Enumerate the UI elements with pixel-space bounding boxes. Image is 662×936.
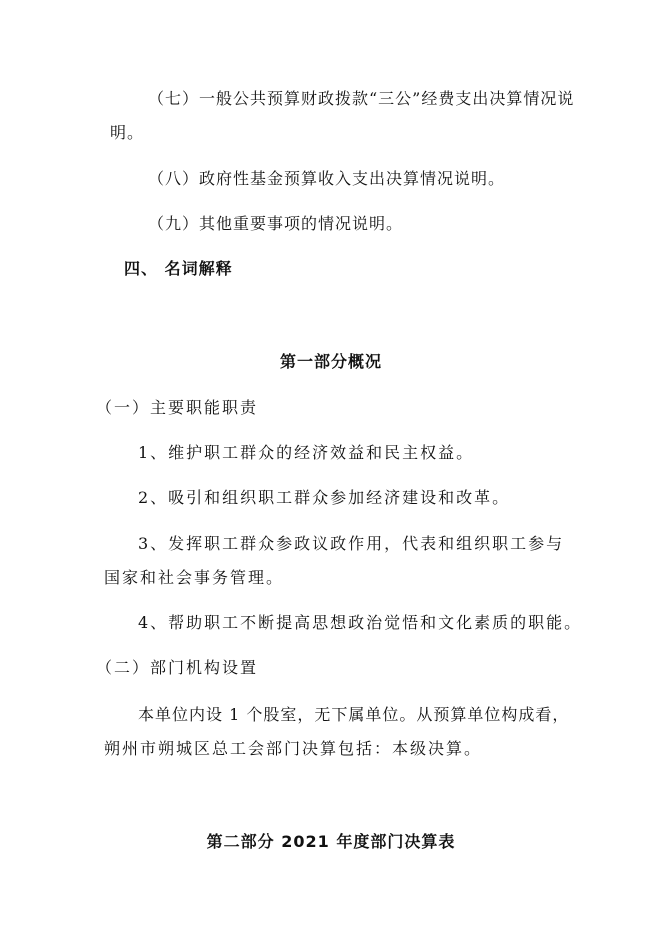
outline-item-9: （九）其他重要事项的情况说明。	[148, 214, 404, 233]
duty-3-line2: 国家和社会事务管理。	[104, 568, 285, 587]
duty-4: 4、帮助职工不断提高思想政治觉悟和文化素质的职能。	[138, 613, 583, 632]
part-2-title: 第二部分 2021 年度部门决算表	[206, 832, 456, 851]
part-1-title: 第一部分概况	[279, 352, 382, 371]
outline-item-7-line2: 明。	[110, 123, 145, 142]
outline-item-8: （八）政府性基金预算收入支出决算情况说明。	[148, 169, 506, 188]
org-line-1: 本单位内设 1 个股室，无下属单位。从预算单位构成看，	[138, 705, 570, 724]
duty-1: 1、维护职工群众的经济效益和民主权益。	[138, 443, 475, 462]
outline-item-7-line1: （七）一般公共预算财政拨款“三公”经费支出决算情况说	[148, 89, 575, 108]
org-heading: （二）部门机构设置	[96, 658, 259, 677]
duty-2: 2、吸引和组织职工群众参加经济建设和改革。	[138, 488, 511, 507]
section-4-heading: 四、 名词解释	[124, 259, 233, 278]
duty-3-line1: 3、发挥职工群众参政议政作用，代表和组织职工参与	[138, 534, 565, 553]
org-line-2: 朔州市朔城区总工会部门决算包括：本级决算。	[104, 739, 483, 758]
duties-heading: （一）主要职能职责	[96, 398, 259, 417]
